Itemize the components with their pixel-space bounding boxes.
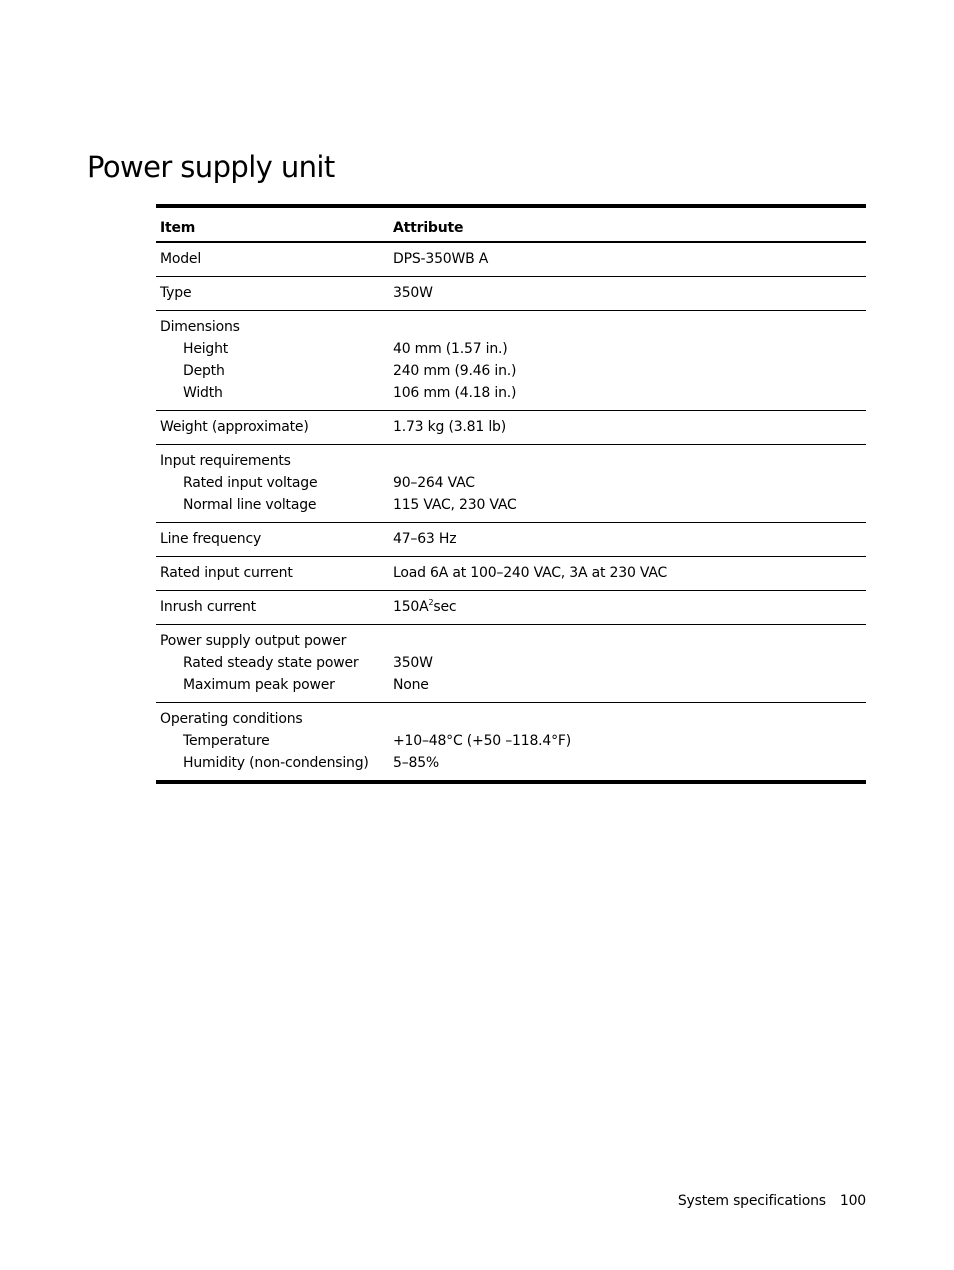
row-value (389, 445, 866, 523)
row-label: Rated input current (156, 557, 389, 591)
row-value (389, 311, 866, 411)
value-suffix: sec (433, 599, 457, 615)
row-label (156, 445, 389, 523)
page-number: 100 (839, 1193, 866, 1209)
table-row (156, 311, 866, 411)
row-value: DPS-350WB A (389, 242, 866, 277)
row-label: Line frequency (156, 523, 389, 557)
table-row (156, 557, 866, 591)
power-supply-spec-table (156, 204, 866, 784)
sub-label: Rated steady state power (183, 655, 359, 671)
row-value: 47–63 Hz (389, 523, 866, 557)
row-label: Model (156, 242, 389, 277)
column-header-item: Item (156, 206, 389, 242)
sub-value: 40 mm (1.57 in.) (393, 341, 508, 357)
sub-label: Maximum peak power (183, 677, 335, 693)
group-label: Dimensions (160, 319, 240, 335)
page-footer (678, 1193, 866, 1209)
sub-value: 106 mm (4.18 in.) (393, 385, 517, 401)
table-row (156, 523, 866, 557)
sub-label: Normal line voltage (183, 497, 317, 513)
table-row (156, 591, 866, 625)
sub-label: Width (183, 385, 223, 401)
value-superscript: 2 (428, 598, 434, 607)
row-value (389, 591, 866, 625)
group-label: Operating conditions (160, 711, 303, 727)
sub-value: 5–85% (393, 755, 440, 771)
row-value (389, 625, 866, 703)
table-row (156, 625, 866, 703)
sub-label: Humidity (non-condensing) (183, 755, 369, 771)
table-header-row (156, 206, 866, 242)
sub-value: 350W (393, 655, 433, 671)
sub-value: None (393, 677, 429, 693)
group-label: Power supply output power (160, 633, 347, 649)
value-base: 150A (393, 599, 429, 615)
footer-section-title: System specifications (677, 1193, 826, 1209)
row-label (156, 311, 389, 411)
table-row (156, 445, 866, 523)
row-value: Load 6A at 100–240 VAC, 3A at 230 VAC (389, 557, 866, 591)
row-value: 1.73 kg (3.81 lb) (389, 411, 866, 445)
row-label: Inrush current (156, 591, 389, 625)
sub-value: +10–48°C (+50 –118.4°F) (393, 733, 572, 749)
table-row (156, 277, 866, 311)
sub-value: 115 VAC, 230 VAC (393, 497, 517, 513)
row-value (389, 703, 866, 783)
row-label: Type (156, 277, 389, 311)
table-row (156, 411, 866, 445)
sub-label: Temperature (183, 733, 270, 749)
column-header-attribute: Attribute (389, 206, 866, 242)
row-label (156, 625, 389, 703)
row-label (156, 703, 389, 783)
table-row (156, 242, 866, 277)
sub-label: Height (183, 341, 229, 357)
row-label: Weight (approximate) (156, 411, 389, 445)
group-label: Input requirements (160, 453, 291, 469)
sub-label: Rated input voltage (183, 475, 318, 491)
table-row (156, 703, 866, 783)
sub-label: Depth (183, 363, 225, 379)
row-value: 350W (389, 277, 866, 311)
sub-value: 240 mm (9.46 in.) (393, 363, 517, 379)
page-title: Power supply unit (87, 150, 335, 184)
sub-value: 90–264 VAC (393, 475, 475, 491)
